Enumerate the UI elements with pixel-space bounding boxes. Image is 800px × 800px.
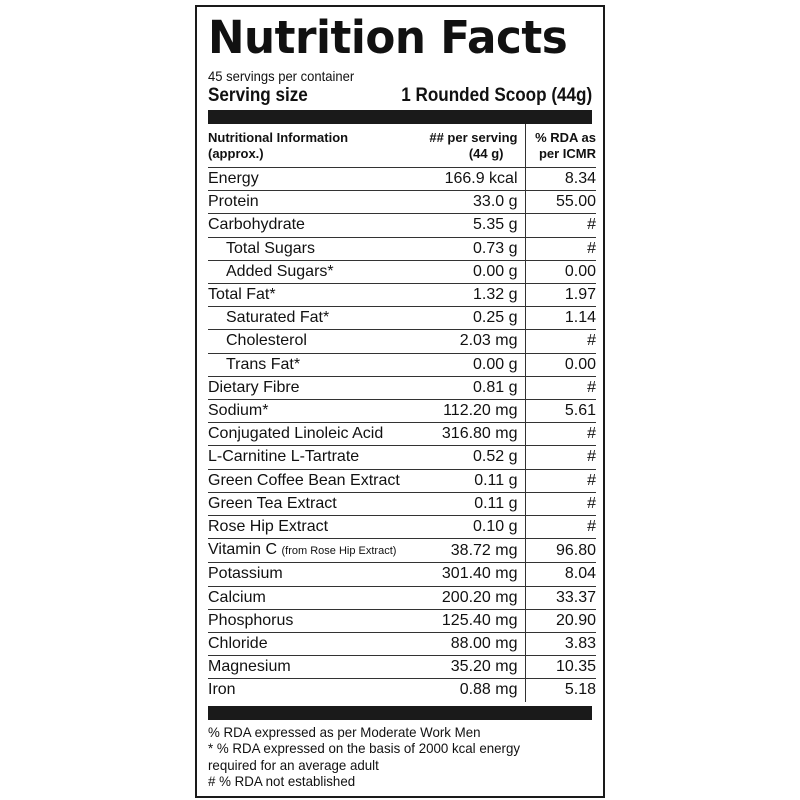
nutrient-name-text: Total Fat* [208, 286, 276, 304]
nutrient-name-text: Rose Hip Extract [208, 518, 329, 536]
table-row [208, 469, 596, 492]
nutrient-rda: 0.00 [525, 260, 596, 283]
table-row [208, 539, 596, 563]
nutrient-name-text: Calcium [208, 588, 266, 606]
nutrient-rda: # [525, 446, 596, 469]
header-col2-line1: ## per serving [429, 130, 518, 145]
nutrient-rows [208, 168, 596, 702]
nutrient-rda: # [525, 516, 596, 539]
table-row [208, 168, 596, 191]
nutrient-amount: 0.81 g [424, 376, 525, 399]
footnote-line: * % RDA expressed on the basis of 2000 kcal energy [208, 740, 521, 757]
table-row [208, 191, 596, 214]
nutrient-name-text: Cholesterol [226, 332, 307, 350]
nutrient-name-text: Protein [208, 193, 259, 211]
nutrient-rda: 1.97 [525, 284, 596, 307]
nutrient-amount: 5.35 g [424, 214, 525, 237]
nutrient-name-text: Carbohydrate [208, 216, 305, 234]
table-row [208, 376, 596, 399]
serving-size-row [208, 85, 592, 107]
nutrient-rda: # [525, 423, 596, 446]
table-row [208, 656, 596, 679]
header-col3-line1: % RDA as [535, 130, 596, 145]
nutrient-name [208, 516, 424, 539]
table-row [208, 586, 596, 609]
nutrient-rda: 5.18 [564, 681, 596, 699]
table-row [208, 563, 596, 586]
nutrient-name-text: Energy [208, 170, 259, 187]
nutrient-amount: 0.52 g [424, 446, 525, 469]
nutrient-name [208, 237, 424, 260]
nutrient-name [208, 353, 424, 376]
table-row [208, 260, 596, 283]
bottom-divider-bar [208, 706, 592, 720]
nutrient-name-text: Conjugated Linoleic Acid [208, 425, 384, 443]
table-row [208, 400, 596, 423]
footnote-line: # % RDA not established [208, 773, 356, 790]
table-row [208, 423, 596, 446]
nutrient-amount: 200.20 mg [424, 586, 525, 609]
nutrient-name [208, 633, 424, 656]
nutrient-amount: 301.40 mg [424, 563, 525, 586]
nutrient-name [208, 469, 424, 492]
nutrient-name [208, 376, 424, 399]
nutrient-name [208, 656, 424, 679]
serving-size-label: Serving size [208, 85, 308, 106]
nutrient-amount: 125.40 mg [424, 609, 525, 632]
nutrient-amount: 112.20 mg [424, 400, 525, 423]
nutrient-name-text: Vitamin C [208, 541, 278, 559]
nutrient-amount: 88.00 mg [424, 633, 525, 656]
table-row [208, 609, 596, 632]
nutrient-name [208, 492, 424, 515]
nutrient-name-text: Phosphorus [208, 611, 294, 629]
table-row [208, 446, 596, 469]
nutrient-rda: 5.61 [525, 400, 596, 423]
nutrient-rda: 10.35 [525, 656, 596, 679]
nutrient-rda: 33.37 [525, 586, 596, 609]
nutrient-amount: 35.20 mg [424, 656, 525, 679]
nutrition-facts-label [195, 5, 605, 798]
nutrient-amount: 38.72 mg [424, 539, 525, 563]
table-row [208, 330, 596, 353]
nutrient-amount: 166.9 kcal [424, 168, 525, 191]
nutrient-name [208, 586, 424, 609]
footnote-line: required for an average adult [208, 756, 379, 773]
nutrient-name-text: Added Sugars* [226, 262, 334, 280]
nutrient-name [208, 400, 424, 423]
nutrient-name-text: Magnesium [208, 658, 291, 676]
nutrient-amount: 2.03 mg [424, 330, 525, 353]
nutrient-rda: 1.14 [525, 307, 596, 330]
nutrient-name [208, 284, 424, 307]
nutrient-amount: 0.00 g [424, 353, 525, 376]
nutrient-amount: 0.00 g [424, 260, 525, 283]
nutrient-note: (from Rose Hip Extract) [281, 545, 397, 558]
nutrient-rda: # [525, 214, 596, 237]
nutrient-amount: 0.10 g [424, 516, 525, 539]
header-col2-line2: (44 g) [468, 146, 504, 161]
footnotes [208, 724, 592, 790]
header-rda [525, 124, 596, 168]
serving-size-value: 1 Rounded Scoop (44g) [401, 85, 592, 106]
nutrient-name-text: Saturated Fat* [226, 309, 330, 327]
nutrient-name [208, 260, 424, 283]
table-row [208, 237, 596, 260]
header-col1-line1: Nutritional Information [208, 130, 349, 145]
table-row [208, 679, 596, 702]
nutrient-name-text: Green Coffee Bean Extract [208, 471, 400, 489]
table-row [208, 516, 596, 539]
nutrient-name [208, 609, 424, 632]
nutrient-amount: 1.32 g [424, 284, 525, 307]
nutrient-amount: 0.11 g [424, 469, 525, 492]
table-row [208, 284, 596, 307]
table-row [208, 633, 596, 656]
nutrient-rda: 55.00 [525, 191, 596, 214]
header-col1-line2: (approx.) [208, 146, 264, 161]
nutrient-rda: # [525, 469, 596, 492]
header-col3-line2: per ICMR [538, 146, 596, 161]
nutrient-amount: 0.11 g [424, 492, 525, 515]
nutrient-rda: 20.90 [525, 609, 596, 632]
nutrient-name-text: Dietary Fibre [208, 378, 300, 396]
nutrient-amount: 0.25 g [424, 307, 525, 330]
nutrient-name [208, 563, 424, 586]
header-nutritional-information [208, 124, 424, 168]
nutrient-name [208, 307, 424, 330]
nutrient-rda: 3.83 [525, 633, 596, 656]
nutrient-rda: 8.34 [525, 168, 596, 191]
nutrient-name [208, 679, 424, 702]
nutrient-name [208, 168, 424, 191]
nutrient-rda: # [525, 492, 596, 515]
nutrient-amount: 0.88 mg [424, 679, 525, 702]
nutrient-name [208, 539, 424, 563]
nutrient-rda: 8.04 [525, 563, 596, 586]
label-content [208, 7, 596, 796]
table-row [208, 214, 596, 237]
nutrient-name-text: L-Carnitine L-Tartrate [208, 448, 360, 466]
label-title: Nutrition Facts [208, 11, 568, 64]
nutrition-table [208, 124, 596, 702]
servings-per-container: 45 servings per container [208, 68, 355, 84]
nutrient-rda: # [525, 330, 596, 353]
nutrient-name-text: Total Sugars [226, 239, 315, 257]
nutrient-name [208, 214, 424, 237]
nutrient-name-text: Chloride [208, 635, 268, 653]
footnote-line: % RDA expressed as per Moderate Work Men [208, 723, 481, 740]
nutrient-name [208, 423, 424, 446]
nutrient-rda: # [525, 376, 596, 399]
table-row [208, 307, 596, 330]
nutrient-rda: # [525, 237, 596, 260]
nutrient-name-text: Potassium [208, 565, 283, 583]
nutrient-name-text: Iron [208, 681, 236, 699]
nutrient-amount: 33.0 g [424, 191, 525, 214]
nutrient-name-text: Sodium* [208, 402, 269, 420]
header-per-serving [424, 124, 525, 168]
nutrient-name [208, 191, 424, 214]
table-header-row [208, 124, 596, 168]
nutrient-rda: 0.00 [525, 353, 596, 376]
table-row [208, 353, 596, 376]
top-divider-bar [208, 110, 592, 124]
nutrient-rda: 96.80 [525, 539, 596, 563]
nutrient-name-text: Trans Fat* [226, 355, 301, 373]
nutrient-name-text: Green Tea Extract [208, 494, 337, 512]
table-row [208, 492, 596, 515]
nutrient-name [208, 446, 424, 469]
nutrient-name [208, 330, 424, 353]
nutrient-amount: 0.73 g [424, 237, 525, 260]
nutrient-amount: 316.80 mg [424, 423, 525, 446]
